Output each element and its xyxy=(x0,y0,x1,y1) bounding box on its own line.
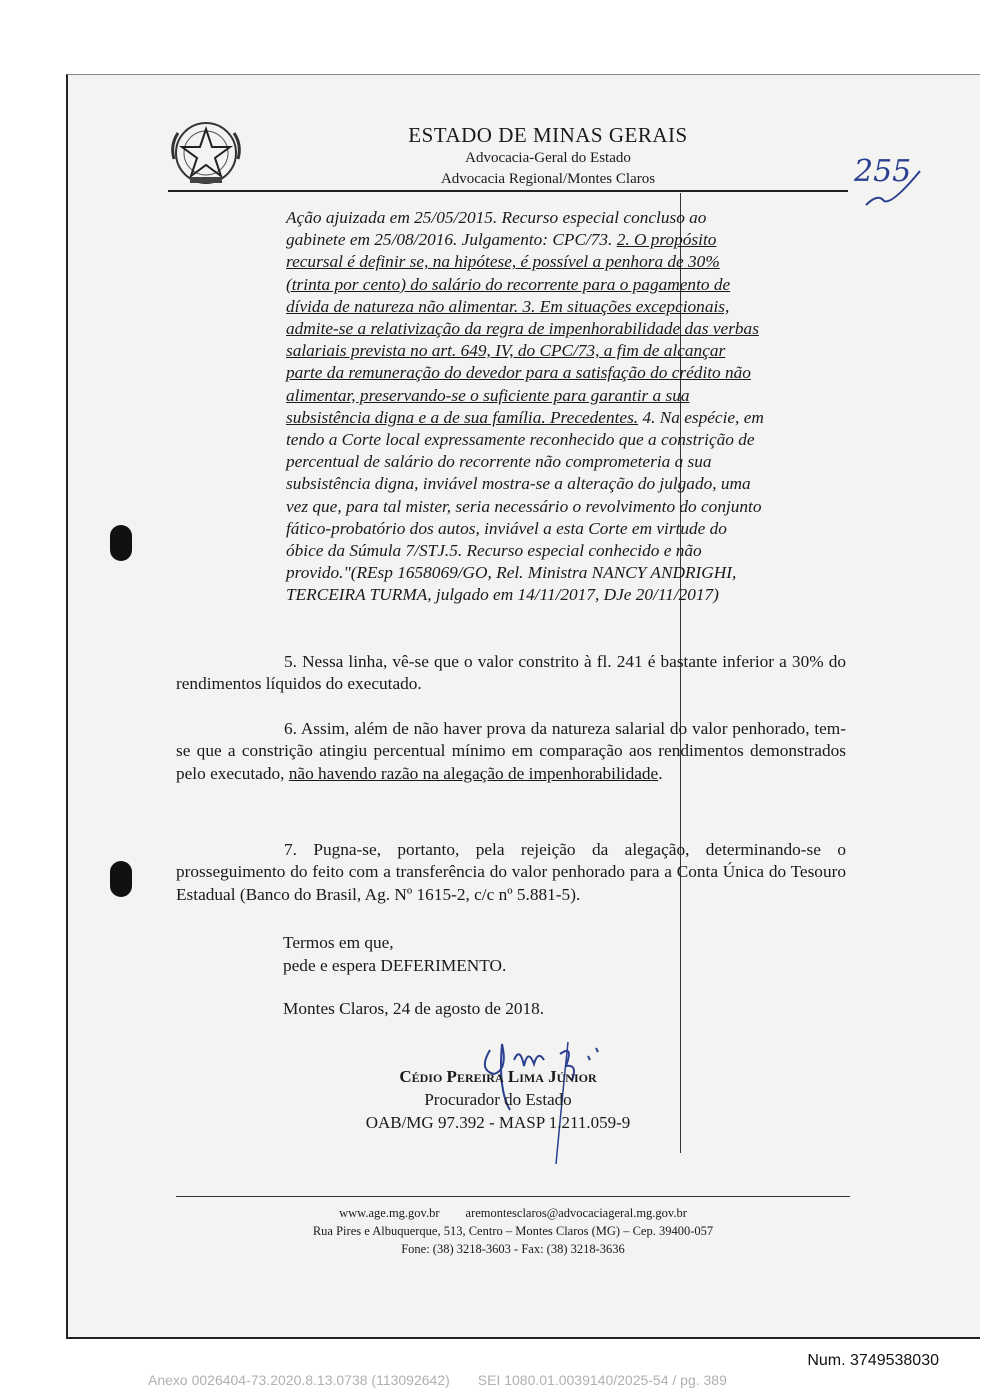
state-seal-logo xyxy=(168,115,244,191)
quote-line: subsistência digna, inviável mostra-se a alteração do julgado, uma xyxy=(286,474,751,494)
quote-line: salariais prevista no art. 649, IV, do CPC/73, a fim de alcançar xyxy=(286,341,726,361)
quote-line: alimentar, preservando-se o suficiente para garantir a sua xyxy=(286,385,690,405)
signer-name: Cédio Pereira Lima Júnior xyxy=(399,1067,597,1086)
signer-role: Procurador do Estado xyxy=(424,1090,572,1109)
quote-line: TERCEIRA TURMA, julgado em 14/11/2017, DJe 20/11/2017) xyxy=(286,585,719,605)
closing-date: Montes Claros, 24 de agosto de 2018. xyxy=(283,999,545,1018)
header-title: ESTADO DE MINAS GERAIS xyxy=(408,123,688,147)
handwritten-page-number xyxy=(848,145,938,215)
svg-text:255: 255 xyxy=(854,154,912,189)
paragraph-7: 7. Pugna-se, portanto, pela rejeição da alegação, determinando-se o prosseguimento do feito com a transferência do valor penhorado para a Conta Única do Tesouro Estadual (Banco do Brasil, Ag. Nº 1615-2, c/c nº 5.881-5). xyxy=(176,840,846,904)
quote-line: percentual de salário do recorrente não comprometeria a sua xyxy=(286,452,712,472)
header-subtitle-regional: Advocacia Regional/Montes Claros xyxy=(440,171,656,187)
quote-line: vez que, para tal mister, seria necessário o revolvimento do conjunto xyxy=(286,496,762,516)
quote-line: admite-se a relativização da regra de impenhorabilidade das verbas xyxy=(286,319,759,339)
header-subtitle-agency: Advocacia-Geral do Estado xyxy=(465,150,631,166)
punch-hole-bottom xyxy=(110,861,132,897)
footer-address: Rua Pires e Albuquerque, 513, Centro – Montes Claros (MG) – Cep. 39400-057 xyxy=(312,1224,714,1238)
document-number: Num. 3749538030 xyxy=(807,1352,939,1369)
quote-line: óbice da Súmula 7/STJ.5. Recurso especial conhecido e não xyxy=(286,541,702,561)
scanned-page xyxy=(66,74,980,1339)
footer-rule xyxy=(176,1196,850,1197)
quote-line: dívida de natureza não alimentar. 3. Em situações excepcionais, xyxy=(286,296,730,316)
quote-line: recursal é definir se, na hipótese, é possível a penhora de 30% xyxy=(286,252,720,272)
jurisprudence-quote xyxy=(286,207,846,607)
footer-contacts xyxy=(176,1205,850,1222)
quote-line: Ação ajuizada em 25/05/2015. Recurso especial concluso ao xyxy=(286,208,707,227)
signature-block xyxy=(328,1065,668,1134)
letterhead xyxy=(168,115,848,191)
annex-footer: Anexo 0026404-73.2020.8.13.0738 (113092642) SEI 1080.01.0039140/2025-54 / pg. 389 xyxy=(148,1372,727,1388)
quote-line: fático-probatório dos autos, inviável a esta Corte em virtude do xyxy=(286,518,727,538)
signer-registration: OAB/MG 97.392 - MASP 1.211.059-9 xyxy=(365,1113,631,1132)
quote-line: parte da remuneração do devedor para a satisfação do crédito não xyxy=(286,363,751,383)
quote-line: (trinta por cento) do salário do recorrente para o pagamento de xyxy=(286,274,731,294)
quote-line: provido."(REsp 1658069/GO, Rel. Ministra NANCY ANDRIGHI, xyxy=(286,563,737,583)
paragraph-5: 5. Nessa linha, vê-se que o valor constrito à fl. 241 é bastante inferior a 30% do rendimentos líquidos do executado. xyxy=(176,652,846,694)
footer-email: aremontesclaros@advocaciageral.mg.gov.br xyxy=(465,1206,687,1220)
footer-website: www.age.mg.gov.br xyxy=(339,1206,440,1220)
quote-line: subsistência digna e a de sua família. Precedentes. 4. Na espécie, em xyxy=(286,407,764,427)
footer-phones: Fone: (38) 3218-3603 - Fax: (38) 3218-3636 xyxy=(401,1242,625,1256)
punch-hole-top xyxy=(110,525,132,561)
paragraph-6: 6. Assim, além de não haver prova da natureza salarial do valor penhorado, tem-se que a constrição atingiu percentual mínimo em comparação aos rendimentos demonstrados pelo executado, não havendo razão na alegação de impenhorabilidade. xyxy=(176,719,846,783)
closing-formula: Termos em que, pede e espera DEFERIMENTO. xyxy=(283,933,507,975)
header-rule xyxy=(168,190,848,192)
quote-line: tendo a Corte local expressamente reconhecido que a constrição de xyxy=(286,430,755,450)
quote-line: gabinete em 25/08/2016. Julgamento: CPC/73. 2. O propósito xyxy=(286,230,717,250)
